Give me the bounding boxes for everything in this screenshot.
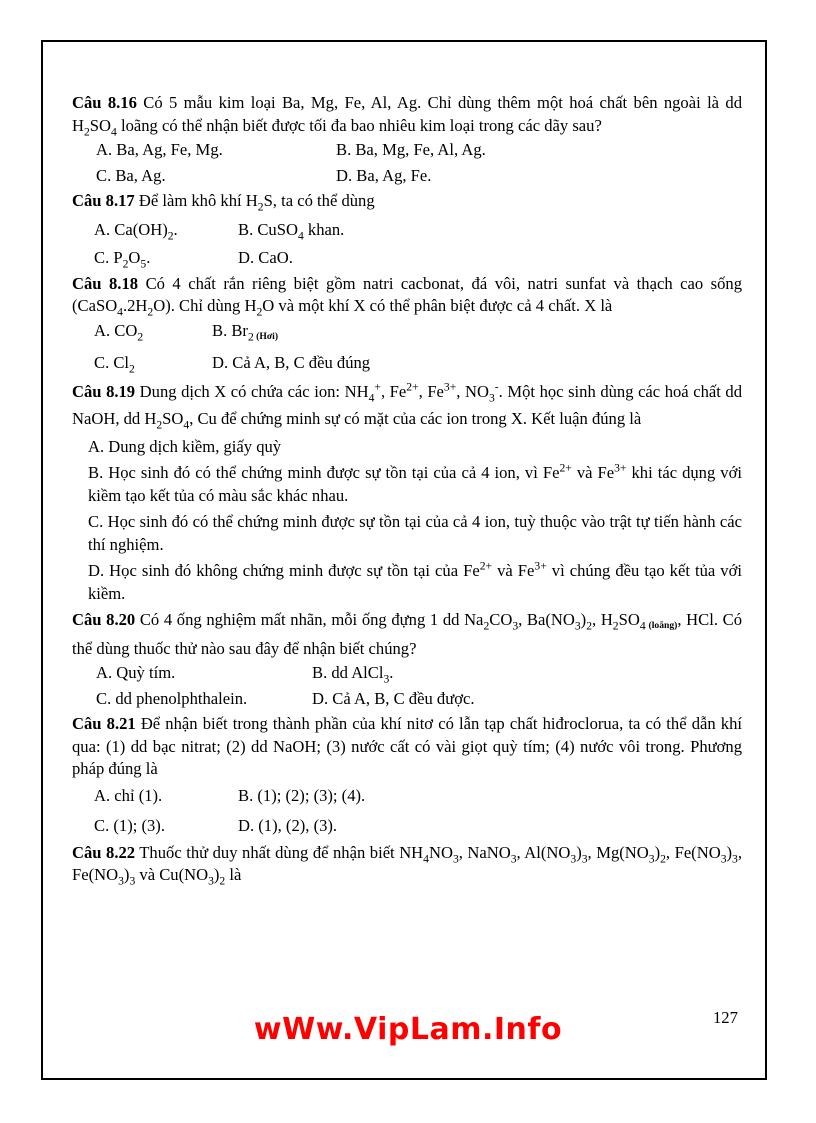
subscript: 3 — [129, 874, 136, 888]
subscript: 2 — [129, 362, 135, 376]
option-c: C. Học sinh đó có thể chứng minh được sự tồn tại của cả 4 ion, tuỳ thuộc vào trật tự tiến hành các thí nghiệm. — [88, 512, 742, 554]
stem-text: Dung dịch X có chứa các ion: NH — [135, 381, 369, 401]
question-8-17 — [72, 190, 742, 270]
option-d: D. Cả A, B, C đều được. — [312, 688, 475, 708]
subscript: 2 — [660, 851, 666, 865]
option-b: B. Ba, Mg, Fe, Al, Ag. — [336, 140, 486, 159]
stem-text: SO — [89, 115, 112, 135]
option-text: C. Cl — [94, 353, 130, 372]
option-d — [88, 560, 742, 605]
option-d: D. Cả A, B, C đều đúng — [212, 353, 371, 372]
subscript: 3 — [512, 619, 519, 633]
subscript: 3 — [510, 851, 517, 865]
stem-text: , NaNO — [458, 842, 511, 862]
superscript: + — [374, 379, 381, 393]
subscript: 3 — [488, 390, 495, 404]
subscript: 3 — [581, 851, 588, 865]
subscript: 2 — [147, 305, 154, 319]
option-text: B. dd AlCl — [312, 663, 384, 682]
stem-text: Có 5 mẫu kim loại Ba, Mg, Fe, Al, Ag. Chỉ dùng thêm một hoá chất bên ngoài là dd H — [72, 93, 742, 135]
subscript: 3 — [574, 619, 581, 633]
option-c — [94, 352, 212, 375]
superscript: 3+ — [534, 559, 547, 573]
subscript: 2 — [83, 124, 90, 138]
question-stem — [72, 378, 742, 432]
stem-text: SO — [162, 408, 184, 428]
stem-note: (loãng) — [645, 620, 678, 631]
option-text: và Fe — [492, 561, 535, 580]
stem-text: ) — [654, 842, 661, 862]
option-b — [212, 320, 472, 349]
option-text: . — [389, 663, 394, 682]
stem-text: Để nhận biết trong thành phần của khí nitơ có lẫn tạp chất hiđroclorua, ta có thể dẫn khí qua: (1) dd bạc nitrat; (2) dd NaOH; (3) nước cất có vài giọt quỳ tím; (4) nước vôi trong. Phương pháp đúng là — [72, 714, 742, 778]
subscript: 3 — [570, 851, 577, 865]
option-a — [94, 219, 238, 242]
options — [72, 785, 742, 838]
question-8-18 — [72, 273, 742, 375]
option-text: A. Ca(OH) — [94, 219, 168, 239]
superscript: 2+ — [406, 379, 419, 393]
option-a: A. chỉ (1). — [94, 785, 163, 805]
subscript: 4 — [297, 228, 304, 242]
question-stem — [72, 273, 742, 318]
subscript: 2 — [167, 228, 174, 242]
superscript: - — [494, 379, 499, 393]
subscript: 2 — [247, 329, 254, 343]
stem-text: ) — [576, 842, 582, 862]
stem-text: , Mg(NO — [587, 842, 649, 862]
superscript: 2+ — [479, 559, 493, 573]
document-body — [72, 92, 742, 889]
stem-text: O). Chỉ dùng H — [153, 296, 257, 315]
option-a: A. Ba, Ag, Fe, Mg. — [96, 140, 223, 159]
subscript: 3 — [118, 874, 124, 888]
stem-text: O và một khí X có thể phân biệt được cả 4 chất. X là — [262, 296, 613, 315]
subscript: 2 — [586, 619, 593, 633]
subscript: 2 — [256, 305, 263, 319]
option-a: A. Quỳ tím. — [96, 663, 176, 682]
stem-text: , Ba(NO — [518, 610, 575, 629]
subscript: 3 — [452, 851, 459, 865]
stem-text: NO — [428, 842, 453, 862]
subscript: 4 — [639, 619, 646, 633]
options — [72, 219, 742, 270]
subscript: 4 — [423, 851, 429, 865]
superscript: 3+ — [443, 379, 457, 393]
stem-text: , Cu để chứng minh sự có mặt của các ion trong X. Kết luận đúng là — [189, 408, 642, 428]
question-label: Câu 8.18 — [72, 273, 139, 293]
option-text: B. CuSO — [238, 219, 298, 239]
stem-text: . Một học sinh dùng các hoá chất dd NaOH, dd H — [72, 381, 743, 428]
question-stem — [72, 713, 742, 781]
option-text: khi tác dụng với kiềm tạo kết tủa có màu sắc khác nhau. — [88, 463, 742, 505]
option-text: B. Học sinh đó có thể chứng minh được sự tồn tại của cả 4 ion, vì Fe — [88, 463, 560, 482]
option-d: D. Ba, Ag, Fe. — [336, 165, 432, 185]
stem-text: SO — [618, 610, 640, 629]
option-text: vì chúng đều tạo kết tủa với kiềm. — [88, 561, 742, 603]
option-b: B. (1); (2); (3); (4). — [238, 785, 366, 805]
question-label: Câu 8.20 — [72, 610, 136, 629]
options — [72, 320, 742, 375]
stem-text: loãng có thể nhận biết được tối đa bao nhiêu kim loại trong các dãy sau? — [116, 115, 602, 135]
stem-text: Thuốc thử duy nhất dùng để nhận biết NH — [135, 842, 424, 862]
option-c: C. (1); (3). — [94, 816, 165, 835]
question-label: Câu 8.21 — [72, 714, 136, 733]
option-note: (Hơi) — [253, 330, 279, 342]
subscript: 3 — [732, 851, 738, 865]
subscript: 2 — [219, 874, 226, 888]
subscript: 5 — [140, 257, 147, 271]
question-stem — [72, 92, 742, 137]
subscript: 3 — [648, 851, 655, 865]
question-8-22 — [72, 842, 742, 887]
options — [72, 662, 742, 710]
option-c: C. Ba, Ag. — [96, 165, 166, 185]
subscript: 4 — [368, 390, 375, 404]
option-text: C. P — [94, 248, 123, 267]
question-stem — [72, 190, 742, 213]
stem-text: , Fe(NO — [665, 842, 721, 862]
subscript: 2 — [257, 200, 264, 214]
subscript: 3 — [720, 851, 727, 865]
question-label: Câu 8.16 — [72, 93, 137, 112]
option-d: D. (1), (2), (3). — [238, 816, 338, 835]
stem-text: S, ta có thể dùng — [263, 191, 375, 210]
stem-text: ) — [580, 610, 587, 629]
subscript: 4 — [183, 417, 190, 431]
option-text: O — [128, 248, 141, 267]
subscript: 3 — [208, 874, 214, 888]
question-label: Câu 8.19 — [72, 381, 136, 401]
option-d: D. CaO. — [238, 248, 293, 267]
stem-text: , Fe — [418, 381, 444, 401]
stem-text: , NO — [456, 381, 489, 401]
stem-text: , H — [592, 610, 613, 629]
option-text: . — [173, 219, 178, 239]
subscript: 2 — [122, 257, 129, 271]
option-c — [94, 247, 238, 270]
option-text: D. Học sinh đó không chứng minh được sự tồn tại của Fe — [88, 561, 480, 580]
stem-text: ) — [123, 865, 130, 884]
option-b — [88, 462, 742, 507]
subscript: 3 — [383, 672, 390, 686]
stem-text: , Al(NO — [516, 842, 571, 862]
option-c: C. dd phenolphthalein. — [96, 688, 248, 708]
stem-text: là — [225, 865, 242, 884]
option-text: và Fe — [571, 463, 615, 482]
stem-text: và Cu(NO — [135, 865, 209, 884]
subscript: 2 — [483, 619, 490, 633]
stem-text: Có 4 ống nghiệm mất nhãn, mỗi ống đựng 1 dd Na — [135, 610, 484, 629]
question-8-21 — [72, 713, 742, 838]
question-8-19 — [72, 378, 742, 606]
page-number: 127 — [713, 1008, 738, 1027]
question-stem — [72, 842, 742, 887]
stem-text: , Fe(NO — [72, 842, 742, 884]
subscript: 2 — [137, 329, 144, 343]
stem-text: ) — [213, 865, 220, 884]
stem-text: , HCl. Có thể dùng thuốc thử nào sau đây để nhận biết chúng? — [72, 610, 742, 658]
option-text: A. CO — [94, 320, 138, 340]
subscript: 2 — [156, 417, 163, 431]
subscript: 4 — [111, 124, 117, 138]
watermark: wWw.VipLam.Info — [253, 1012, 563, 1047]
stem-text: , Fe — [380, 381, 407, 401]
subscript: 4 — [117, 305, 123, 319]
question-label: Câu 8.22 — [72, 842, 136, 862]
stem-text: .2H — [122, 296, 148, 315]
stem-text: Có 4 chất rắn riêng biệt gồm natri cacbonat, đá vôi, natri sunfat và thạch cao sống (CaSO — [72, 273, 742, 315]
question-stem — [72, 609, 742, 660]
superscript: 2+ — [559, 461, 572, 475]
option-a: A. Dung dịch kiềm, giấy quỳ — [88, 436, 282, 456]
option-text: khan. — [303, 219, 345, 239]
stem-text: ) — [726, 842, 733, 862]
option-text: . — [146, 248, 151, 267]
stem-text: Để làm khô khí H — [134, 191, 258, 210]
question-label: Câu 8.17 — [72, 191, 135, 210]
option-a — [94, 320, 212, 349]
stem-text: CO — [489, 610, 513, 629]
question-8-16 — [72, 92, 742, 187]
option-text: B. Br — [212, 320, 248, 340]
superscript: 3+ — [614, 461, 627, 475]
option-b — [312, 662, 632, 685]
option-b — [238, 219, 438, 242]
options — [72, 139, 742, 187]
question-8-20 — [72, 609, 742, 710]
options — [72, 436, 742, 606]
subscript: 2 — [612, 619, 619, 633]
